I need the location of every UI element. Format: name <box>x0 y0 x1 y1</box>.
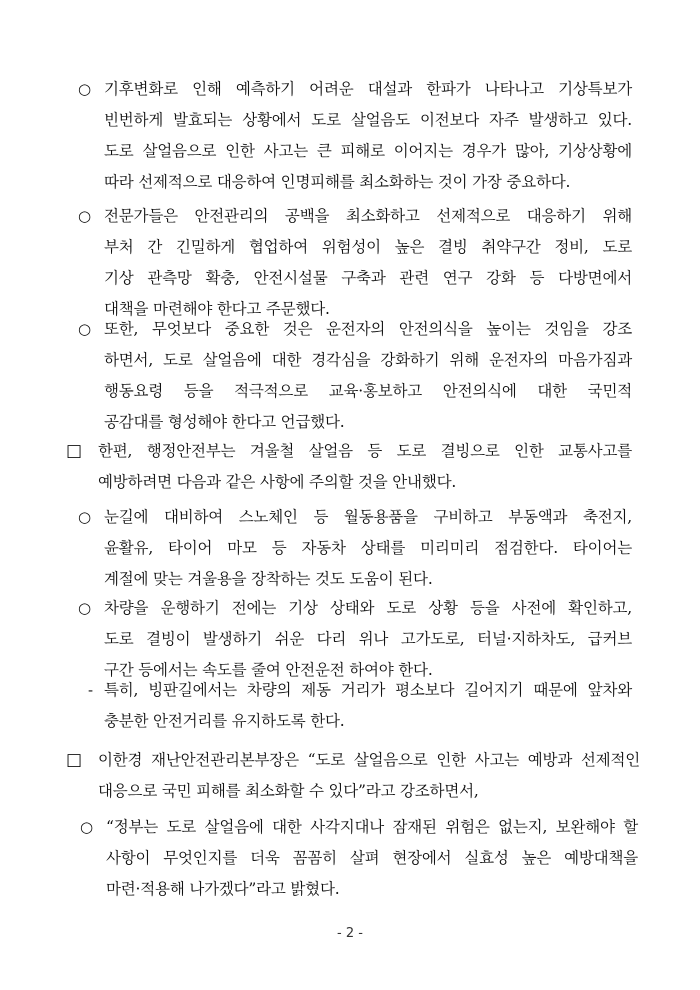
paragraph-text <box>98 745 640 807</box>
square-bullet-icon: □ <box>66 750 83 770</box>
text-line: 하면서, 도로 살얼음에 대한 경각심을 강화하기 위해 운전자의 마음가짐과 <box>104 351 632 369</box>
text-line: 계절에 맞는 겨울용을 장착하는 것도 도움이 된다. <box>104 570 433 588</box>
text-line: 빈번하게 발효되는 상황에서 도로 살얼음도 이전보다 자주 발생하고 있다. <box>104 111 632 129</box>
circle-bullet-icon: ○ <box>78 320 92 338</box>
circle-bullet-icon: ○ <box>78 207 92 225</box>
text-line: 차량을 운행하기 전에는 기상 상태와 도로 상황 등을 사전에 확인하고, <box>104 599 632 617</box>
text-line: 도로 살얼음으로 인한 사고는 큰 피해로 이어지는 경우가 많아, 기상상황에 <box>104 142 632 160</box>
circle-bullet-icon: ○ <box>78 599 92 617</box>
text-line: “정부는 도로 살얼음에 대한 사각지대나 잠재된 위험은 없는지, 보완해야 할 <box>106 818 638 836</box>
text-line: 공감대를 형성해야 한다고 언급했다. <box>104 413 345 431</box>
text-line: 대응으로 국민 피해를 최소화할 수 있다”라고 강조하면서, <box>98 782 479 800</box>
text-line: 기후변화로 인해 예측하기 어려운 대설과 한파가 나타나고 기상특보가 <box>104 80 632 98</box>
text-line: 윤활유, 타이어 마모 등 자동차 상태를 미리미리 점검한다. 타이어는 <box>104 539 632 557</box>
text-line: 충분한 안전거리를 유지하도록 한다. <box>104 712 345 730</box>
dash-bullet-icon: - <box>88 681 94 699</box>
paragraph-text <box>106 812 638 905</box>
text-line: 도로 결빙이 발생하기 쉬운 다리 위나 고가도로, 터널·지하차도, 급커브 <box>104 630 632 648</box>
circle-bullet-icon: ○ <box>78 80 92 98</box>
bullet-paragraph-government-quote <box>80 812 638 905</box>
paragraph-text <box>104 502 632 595</box>
text-line: 이한경 재난안전관리본부장은 “도로 살얼음으로 인한 사고는 예방과 선제적인 <box>98 751 640 769</box>
paragraph-text <box>104 675 632 737</box>
bullet-paragraph-experts <box>78 201 632 325</box>
dash-paragraph-braking-distance <box>88 675 632 737</box>
circle-bullet-icon: ○ <box>78 508 92 526</box>
paragraph-text <box>98 436 632 498</box>
text-line: 마련·적용해 나가겠다”라고 밝혔다. <box>106 880 340 898</box>
text-line: 한편, 행정안전부는 겨울철 살얼음 등 도로 결빙으로 인한 교통사고를 <box>98 442 632 460</box>
text-line: 눈길에 대비하여 스노체인 등 월동용품을 구비하고 부동액과 축전지, <box>104 508 632 526</box>
bullet-paragraph-winter-prep <box>78 502 632 595</box>
text-line: 예방하려면 다음과 같은 사항에 주의할 것을 안내했다. <box>98 473 457 491</box>
paragraph-text <box>104 201 632 325</box>
paragraph-text <box>104 593 632 686</box>
text-line: 또한, 무엇보다 중요한 것은 운전자의 안전의식을 높이는 것임을 강조 <box>104 320 632 338</box>
paragraph-text <box>104 314 632 438</box>
section-paragraph-director-quote <box>66 745 640 807</box>
text-line: 전문가들은 안전관리의 공백을 최소화하고 선제적으로 대응하기 위해 <box>104 207 632 225</box>
text-line: 대책을 마련해야 한다고 주문했다. <box>104 300 330 318</box>
text-line: 사항이 무엇인지를 더욱 꼼꼼히 살펴 현장에서 실효성 높은 예방대책을 <box>106 849 638 867</box>
square-bullet-icon: □ <box>66 441 83 461</box>
text-line: 기상 관측망 확충, 안전시설물 구축과 관련 연구 강화 등 다방면에서 <box>104 269 632 287</box>
bullet-paragraph-safe-driving <box>78 593 632 686</box>
section-paragraph-ministry <box>66 436 632 498</box>
page-number: - 2 - <box>337 926 363 941</box>
text-line: 구간 등에서는 속도를 줄여 안전운전 하여야 한다. <box>104 661 433 679</box>
text-line: 부처 간 긴밀하게 협업하여 위험성이 높은 결빙 취약구간 정비, 도로 <box>104 238 632 256</box>
text-line: 따라 선제적으로 대응하여 인명피해를 최소화하는 것이 가장 중요하다. <box>104 173 571 191</box>
bullet-paragraph-climate <box>78 74 632 198</box>
text-line: 행동요령 등을 적극적으로 교육·홍보하고 안전의식에 대한 국민적 <box>104 382 632 400</box>
paragraph-text <box>104 74 632 198</box>
circle-bullet-icon: ○ <box>80 818 94 836</box>
text-line: 특히, 빙판길에서는 차량의 제동 거리가 평소보다 길어지기 때문에 앞차와 <box>104 681 632 699</box>
bullet-paragraph-driver-awareness <box>78 314 632 438</box>
